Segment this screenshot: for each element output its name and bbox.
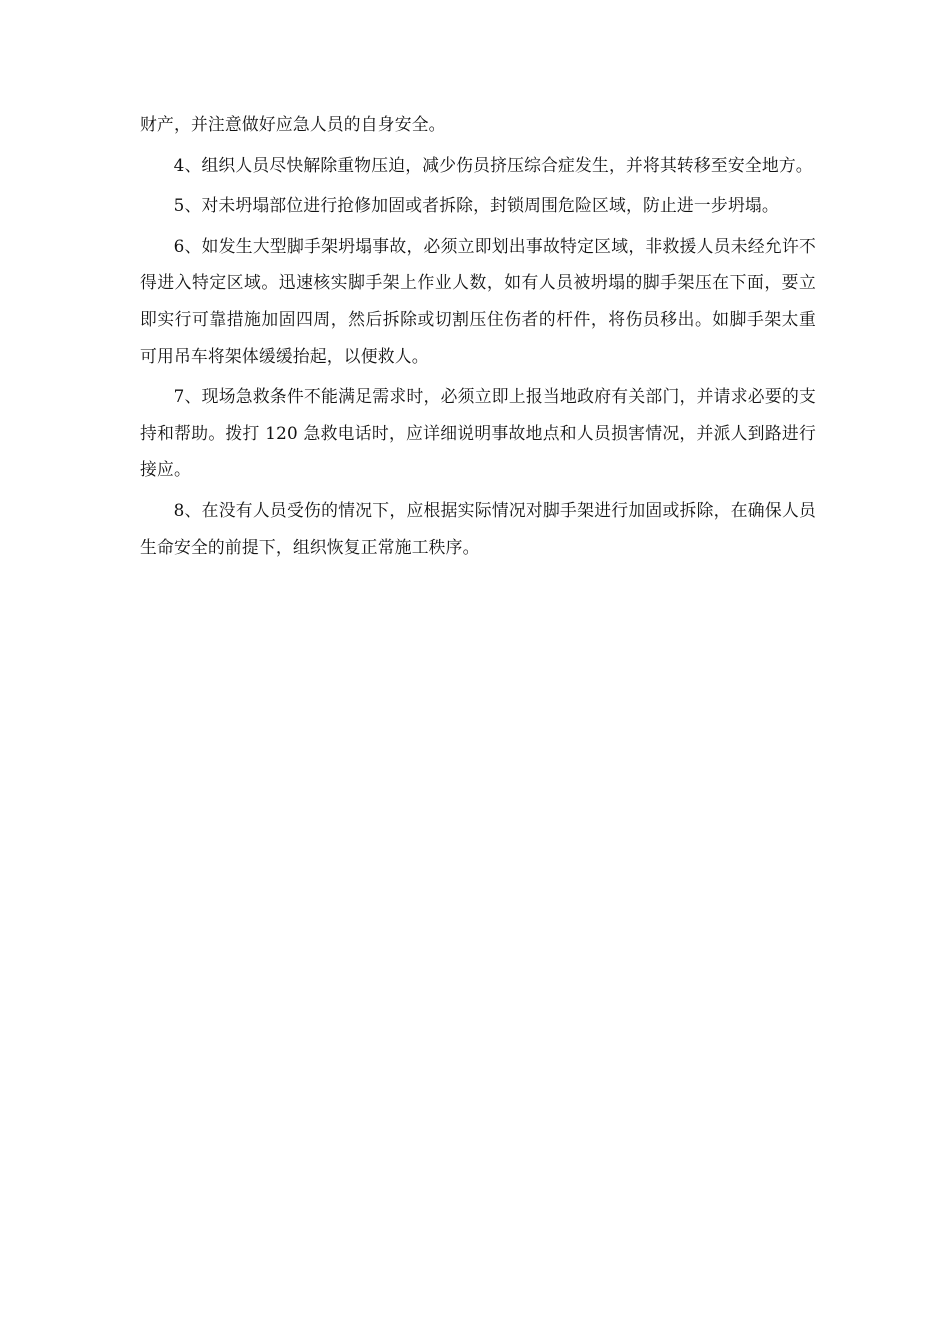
paragraph-continuation: 财产，并注意做好应急人员的自身安全。 [140, 114, 446, 134]
paragraph-item-8: 8、在没有人员受伤的情况下，应根据实际情况对脚手架进行加固或拆除，在确保人员生命安全的前提下，组织恢复正常施工秩序。 [140, 499, 816, 557]
document-body [140, 106, 816, 569]
paragraph-item-5: 5、对未坍塌部位进行抢修加固或者拆除，封锁周围危险区域，防止进一步坍塌。 [173, 195, 779, 216]
paragraph-item-4: 4、组织人员尽快解除重物压迫，减少伤员挤压综合症发生，并将其转移至安全地方。 [173, 154, 813, 175]
paragraph-item-7: 7、现场急救条件不能满足需求时，必须立即上报当地政府有关部门，并请求必要的支持和帮助。拨打 120 急救电话时，应详细说明事故地点和人员损害情况，并派人到路进行接应。 [140, 386, 816, 480]
paragraph-item-6: 6、如发生大型脚手架坍塌事故，必须立即划出事故特定区域，非救援人员未经允许不得进入特定区域。迅速核实脚手架上作业人数，如有人员被坍塌的脚手架压在下面，要立即实行可靠措施加固四周，然后拆除或切割压住伤者的杆件，将伤员移出。如脚手架太重可用吊车将架体缓缓抬起，以便救人。 [140, 235, 816, 366]
